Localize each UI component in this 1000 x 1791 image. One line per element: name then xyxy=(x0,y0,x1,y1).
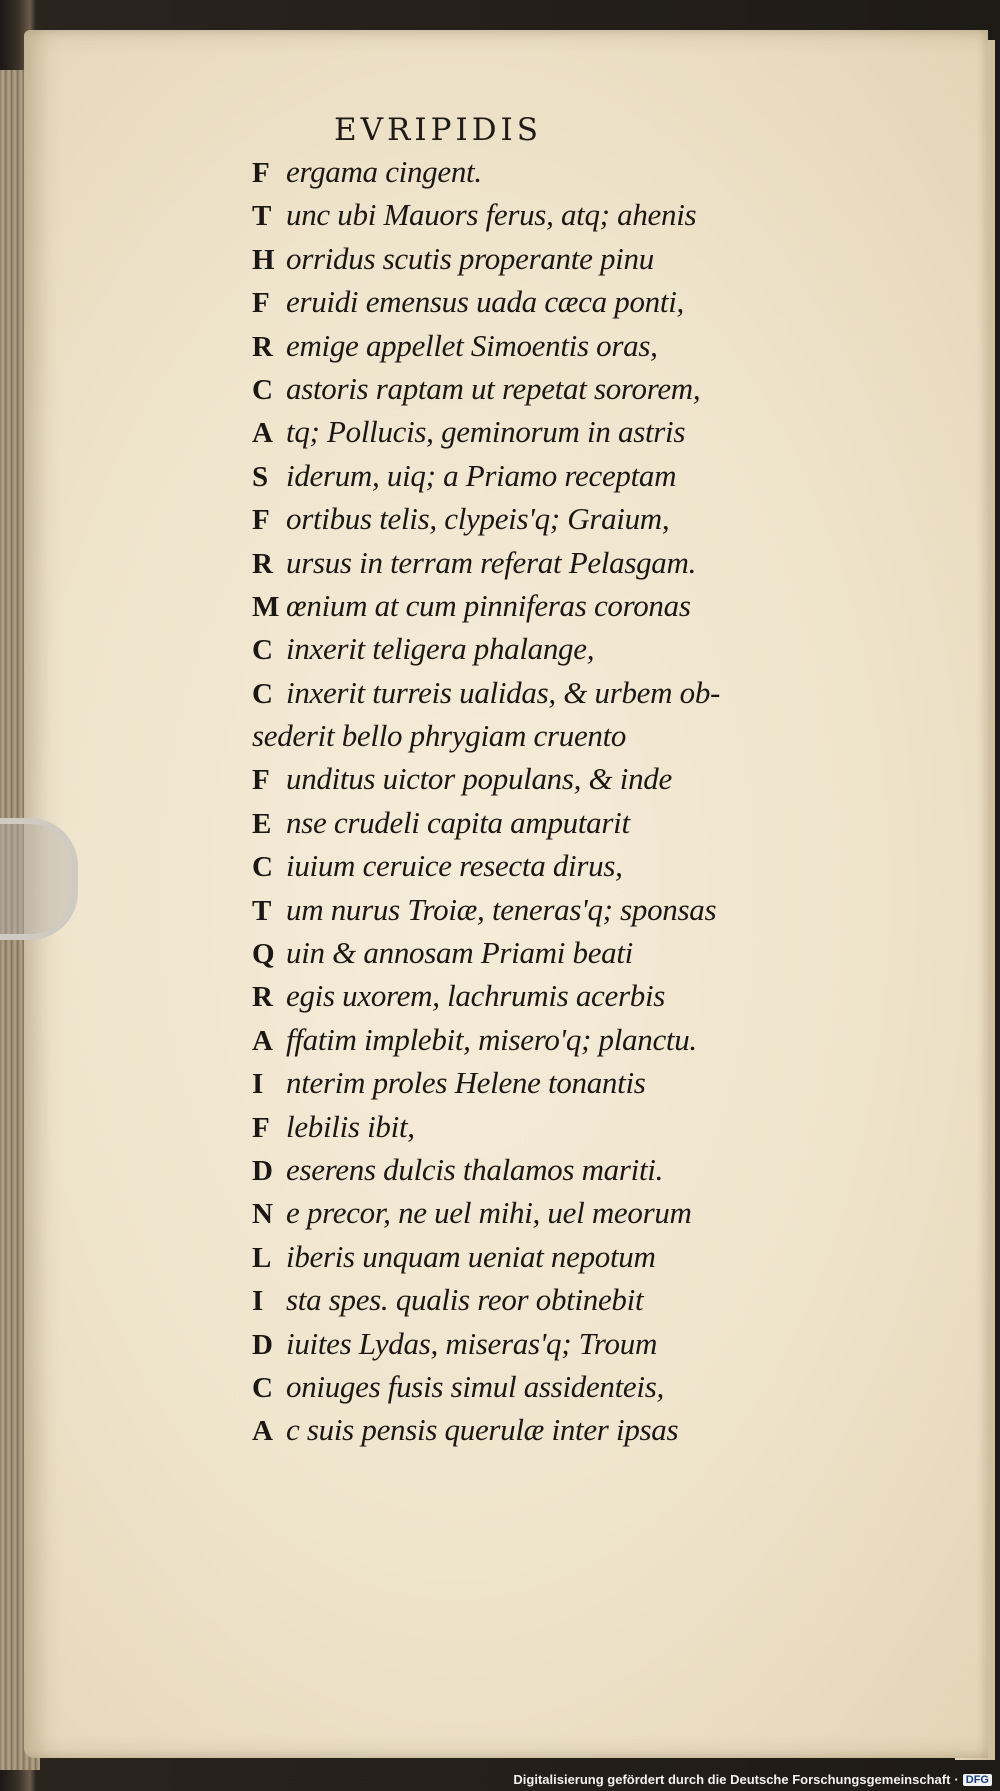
verse-initial: L xyxy=(252,1241,272,1274)
verse-line xyxy=(252,627,812,670)
verse-initial: F xyxy=(252,287,270,320)
verse-line xyxy=(252,280,812,323)
verse-text: inxerit turreis ualidas, & urbem ob- xyxy=(286,674,721,710)
digitization-credit: Digitalisierung gefördert durch die Deutsche Forschungsgemeinschaft · DFG xyxy=(513,1772,992,1787)
verse-text: e precor, ne uel mihi, uel meorum xyxy=(286,1195,692,1231)
running-header: EVRIPIDIS xyxy=(334,112,543,148)
verse-initial: C xyxy=(252,634,273,667)
verse-initial: R xyxy=(252,547,273,580)
verse-text: iderum, uiq; a Priamo receptam xyxy=(286,457,677,493)
verse-text: tq; Pollucis, geminorum in astris xyxy=(286,414,686,450)
verse-initial: F xyxy=(252,1111,270,1144)
verse-initial: F xyxy=(252,764,270,797)
verse-text: iberis unquam ueniat nepotum xyxy=(286,1238,656,1274)
verse-text: sta spes. qualis reor obtinebit xyxy=(286,1282,644,1318)
verse-list xyxy=(252,150,812,1452)
verse-initial: F xyxy=(252,504,270,537)
verse-text: um nurus Troiæ, teneras'q; sponsas xyxy=(286,891,717,927)
verse-text: iuites Lydas, miseras'q; Troum xyxy=(286,1325,658,1361)
verse-line xyxy=(252,888,812,931)
verse-initial: F xyxy=(252,157,270,189)
verse-line xyxy=(252,410,812,453)
verse-text: ergama cingent. xyxy=(286,154,482,189)
verse-initial: T xyxy=(252,200,272,233)
verse-line xyxy=(252,1191,812,1234)
verse-text: lebilis ibit, xyxy=(286,1108,415,1144)
verse-line xyxy=(252,1148,812,1191)
verse-line xyxy=(252,324,812,367)
verse-line xyxy=(252,757,812,800)
verse-line xyxy=(252,541,812,584)
verse-line xyxy=(252,1322,812,1365)
verse-initial: R xyxy=(252,330,273,363)
verse-initial: M xyxy=(252,590,280,623)
verse-initial: C xyxy=(252,373,273,406)
verse-text: emige appellet Simoentis oras, xyxy=(286,327,658,363)
verse-text: inxerit teligera phalange, xyxy=(286,631,595,667)
verse-line xyxy=(252,1278,812,1321)
verse-line xyxy=(252,584,812,627)
verse-line xyxy=(252,1235,812,1278)
verse-text: iuium ceruice resecta dirus, xyxy=(286,848,623,884)
verse-line xyxy=(252,1408,812,1451)
verse-text: orridus scutis properante pinu xyxy=(286,240,654,276)
verse-line xyxy=(252,931,812,974)
verse-text: ffatim implebit, misero'q; planctu. xyxy=(286,1021,697,1057)
credit-text: Digitalisierung gefördert durch die Deutsche Forschungsgemeinschaft xyxy=(513,1772,951,1787)
verse-initial: Q xyxy=(252,938,275,971)
verse-line xyxy=(252,974,812,1017)
verse-text: astoris raptam ut repetat sororem, xyxy=(286,370,701,406)
dfg-logo-icon: DFG xyxy=(963,1774,992,1786)
verse-initial: I xyxy=(252,1068,264,1101)
verse-initial: C xyxy=(252,851,273,884)
verse-initial: D xyxy=(252,1154,273,1187)
verse-text: eserens dulcis thalamos mariti. xyxy=(286,1151,664,1187)
verse-initial: C xyxy=(252,677,273,710)
verse-line xyxy=(252,1365,812,1408)
verse-initial: S xyxy=(252,460,269,493)
verse-line xyxy=(252,844,812,887)
verse-line xyxy=(252,1061,812,1104)
verse-text: uin & annosam Priami beati xyxy=(286,935,633,971)
verse-text: unc ubi Mauors ferus, atq; ahenis xyxy=(286,197,697,233)
verse-initial: A xyxy=(252,1024,273,1057)
verse-initial: E xyxy=(252,807,272,840)
verse-line xyxy=(252,454,812,497)
verse-line xyxy=(252,497,812,540)
verse-text: sederit bello phrygiam cruento xyxy=(252,718,627,754)
page-clip xyxy=(0,818,78,940)
verse-initial: A xyxy=(252,417,273,450)
verse-initial: H xyxy=(252,243,275,276)
verse-text: œnium at cum pinniferas coronas xyxy=(286,587,691,623)
verse-line xyxy=(252,714,812,757)
verse-initial: R xyxy=(252,981,273,1014)
verse-line xyxy=(252,671,812,714)
verse-text: nse crudeli capita amputarit xyxy=(286,804,630,840)
verse-line xyxy=(252,801,812,844)
verse-line xyxy=(252,150,812,193)
verse-text: nterim proles Helene tonantis xyxy=(286,1065,646,1101)
verse-initial: T xyxy=(252,894,272,927)
verse-initial: N xyxy=(252,1198,273,1231)
verse-text: oniuges fusis simul assidenteis, xyxy=(286,1368,664,1404)
verse-initial: D xyxy=(252,1328,273,1361)
verse-initial: I xyxy=(252,1285,264,1318)
verse-text: ortibus telis, clypeis'q; Graium, xyxy=(286,501,670,537)
verse-line xyxy=(252,1105,812,1148)
verse-text: unditus uictor populans, & inde xyxy=(286,761,672,797)
verse-initial: C xyxy=(252,1371,273,1404)
verse-text: c suis pensis querulæ inter ipsas xyxy=(286,1412,679,1448)
verse-line xyxy=(252,1018,812,1061)
verse-text: eruidi emensus uada cæca ponti, xyxy=(286,284,684,320)
verse-line xyxy=(252,367,812,410)
verse-text: egis uxorem, lachrumis acerbis xyxy=(286,978,666,1014)
verse-initial: A xyxy=(252,1415,273,1448)
verse-line xyxy=(252,237,812,280)
verse-text: ursus in terram referat Pelasgam. xyxy=(286,544,697,580)
verse-line xyxy=(252,193,812,236)
